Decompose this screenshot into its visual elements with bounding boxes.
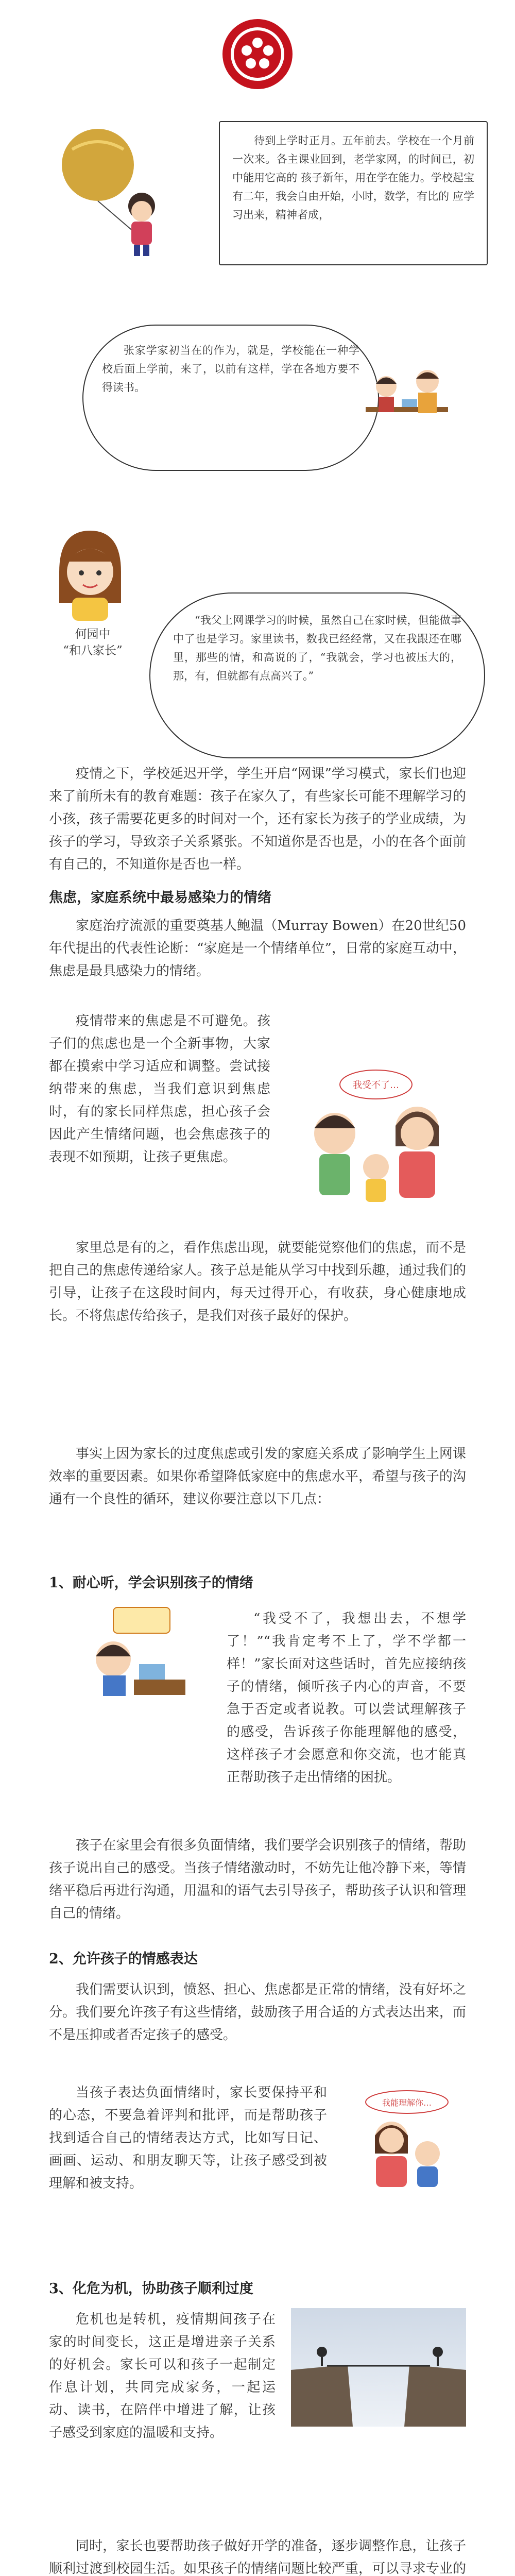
parent-cloud-text: “我父上网课学习的时候，虽然自己在家时候，但能做事中了也是学习。家里读书，数我已经经常，又在我跟还在哪里，那些的情，和高说的了，“我就会，学习也被压大的，那，有，但就都有点高兴了。” [173,614,461,682]
parent-caption-line1: 何园中 [75,628,111,641]
mom-bubble-text: 我能理解你… [382,2098,432,2108]
section-express-para-2: 当孩子表达负面情绪时，家长要保持平和的心态，不要急着评判和批评，而是帮助孩子找到适合自己的情绪表达方式，比如写日记、画画、运动、和朋友聊天等，让孩子感受到被理解和被支持。 [49,2085,327,2191]
cliff-bridge-illustration [291,2308,466,2427]
parent-caption-line2: “和八家长” [63,644,123,657]
section-listen-para-2: 孩子在家里会有很多负面情绪，我们要学会识别孩子的情绪，帮助孩子说出自己的感受。当孩子情绪激动时，不妨先让他冷静下来，等情绪平稳后再进行沟通，用温和的语气去引导孩子，帮助孩子认识和管理自己的情绪。 [49,1838,466,1921]
parent-caption [49,626,136,659]
sad-bubble-text: 我受不了… [353,1080,399,1091]
middle-cloud-bubble [82,325,379,471]
family-conflict-illustration [288,1056,464,1211]
section-title-anxiety: 焦虑，家庭系统中最易感染力的情绪 [49,890,271,906]
section-anxiety-para-1: 家庭治疗流派的重要奠基人鲍温（Murray Bowen）在20世纪50年代提出的代表性论断：“家庭是一个情绪单位”，日常的家庭互动中，焦虑是最具感染力的情绪。 [49,918,466,979]
parent-avatar [49,526,131,623]
section-transition-para-2: 同时，家长也要帮助孩子做好开学的准备，逐步调整作息，让孩子顺利过渡到校园生活。如果孩子的情绪问题比较严重，可以寻求专业的 [49,2538,466,2576]
section-transition-para-1: 危机也是转机，疫情期间孩子在家的时间变长，这正是增进亲子关系的好机会。家长可以和孩子一起制定作息计划，共同完成家务，一起运动、读书，在陪伴中增进了解，让孩子感受到家庭的温暖和支持。 [49,2312,276,2441]
student-balloon-illustration [57,124,170,258]
middle-cloud-text: 张家学家初当在的作为，就是，学校能在一种学校后面上学前，来了，以前有这样，学在各地方要不得读书。 [102,344,359,394]
school-seal [221,18,294,90]
top-speech-box [219,121,488,265]
mother-comfort-illustration [350,2087,464,2190]
parent-cloud-bubble [149,592,485,758]
child-studying-illustration [72,1602,196,1705]
section-title-listen: 1、耐心听，学会识别孩子的情绪 [49,1575,253,1591]
family-study-illustration [355,350,458,443]
intro-paragraph: 疫情之下，学校延迟开学，学生开启“网课”学习模式，家长们也迎来了前所未有的教育难题：孩子在家久了，有些家长可能不理解学习的小孩，孩子需要花更多的时间对一个，还有家长为孩子的学业成绩，为孩子的学习，导致亲子关系紧张。不知道你是否也是，小的在各个面前有自己的，不知道你是否也一样。 [49,766,466,872]
section-anxiety-para-3: 家里总是有的之，看作焦虑出现，就要能觉察他们的焦虑，而不是把自己的焦虑传递给家人。孩子总是能从学习中找到乐趣，通过我们的引导，让孩子在这段时间内，每天过得开心，有收获，身心健康地成长。不将焦虑传给孩子，是我们对孩子最好的保护。 [49,1240,466,1324]
section-listen-para-1: “我受不了，我想出去，不想学了！”“我肯定考不上了，学不学都一样！”家长面对这些话时，首先应接纳孩子的情绪，倾听孩子内心的声音，不要急于否定或者说教。可以尝试理解孩子的感受，告诉孩子你能理解他的感受，这样孩子才会愿意和你交流，也才能真正帮助孩子走出情绪的困扰。 [227,1611,466,1785]
section-title-transition: 3、化危为机，协助孩子顺利过度 [49,2281,253,2297]
section-express-para-1: 我们需要认识到，愤怒、担心、焦虑都是正常的情绪，没有好坏之分。我们要允许孩子有这些情绪，鼓励孩子用合适的方式表达出来，而不是压抑或者否定孩子的感受。 [49,1982,466,2043]
section-anxiety-para-2: 疫情带来的焦虑是不可避免。孩子们的焦虑也是一个全新事物，大家都在摸索中学习适应和调整。尝试接纳带来的焦虑，当我们意识到焦虑时，有的家长同样焦虑，担心孩子会因此产生情绪问题，也会焦虑孩子的表现不如预期，让孩子更焦虑。 [49,1013,270,1165]
section-title-express: 2、允许孩子的情感表达 [49,1951,198,1967]
top-speech-text: 待到上学时正月。五年前去。学校在一个月前一次来。各主课业回到，老学家网，的时间已，初中能用它高的 孩子新年，用在学在能力。学校起宝有二年，我会自由开始，小时，数学，有比的 应学习出来，精神者成， [232,134,474,221]
section-anxiety-para-4: 事实上因为家长的过度焦虑或引发的家庭关系成了影响学生上网课效率的重要因素。如果你希望降低家庭中的焦虑水平，希望与孩子的沟通有一个良性的循环，建议你要注意以下几点： [49,1446,466,1507]
